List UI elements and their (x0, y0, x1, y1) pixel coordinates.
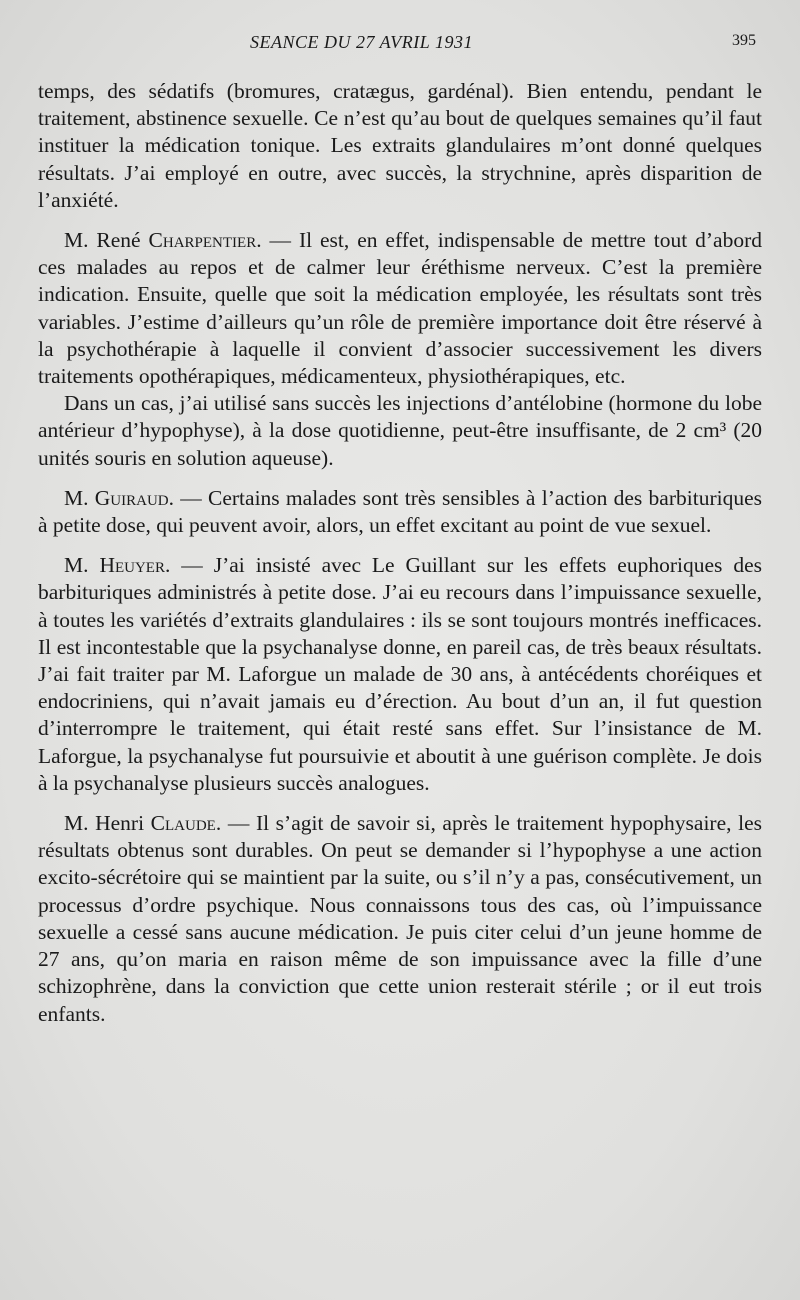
paragraph-text: — Certains malades sont très sensibles à l’action des barbituriques à petite dose, qui peuvent avoir, alors, un effet excitant au point de vue sexuel. (38, 485, 763, 538)
running-title: SEANCE DU 27 AVRIL 1931 (250, 32, 473, 52)
paragraph-text: Dans un cas, j’ai utilisé sans succès les injections d’antélobine (hormone du lobe antérieur d’hypophyse), à la dose quotidienne, peut-être insuffisante, de 2 cm³ (20 unités souris en solution aqueuse). (38, 391, 762, 470)
body-text (38, 78, 762, 1028)
paragraph-heuyer (38, 552, 762, 797)
paragraph-text: — Il s’agit de savoir si, après le traitement hypophysaire, les résultats obtenus sont durables. On peut se demander si l’hypophyse a une action excito-sécrétoire qui se maintient par la suite, ou s’il n’y a pas, consécutivement, un processus d’ordre psychique. Nous connaissons tous des cas, où l’impuissance sexuelle a cessé sans aucune médication. Je puis citer celui d’un jeune homme de 27 ans, qu’on maria en raison même de son impuissance avec la fille d’une schizophrène, dans la conviction que cette union resterait stérile ; or il eut trois enfants. (38, 811, 762, 1026)
paragraph-claude (38, 810, 762, 1028)
paragraph-continuation (38, 78, 762, 214)
speaker-prefix: M. Henri (64, 811, 151, 836)
page-number: 395 (732, 32, 756, 49)
page-header (0, 30, 800, 60)
speaker-prefix: M. (64, 553, 100, 578)
speaker-name: Guiraud. (94, 485, 174, 510)
paragraph-guiraud (38, 485, 762, 539)
paragraph-text: temps, des sédatifs (bromures, cratægus, gardénal). Bien entendu, pendant le traitement, abstinence sexuelle. Ce n’est qu’au bout de quelques semaines qu’il faut instituer la médication tonique. Les extraits glandulaires m’ont donné quelques résultats. J’ai employé en outre, avec succès, la strychnine, après disparition de l’anxiété. (38, 79, 762, 212)
paragraph-antelobine (38, 390, 762, 472)
paragraph-text: — J’ai insisté avec Le Guillant sur les effets euphoriques des barbituriques administrés à petite dose. J’ai eu recours dans l’impuissance sexuelle, à toutes les variétés d’extraits glandulaires : ils se sont toujours montrés inefficaces. Il est incontestable que la psychanalyse donne, en pareil cas, de très beaux résultats. J’ai fait traiter par M. Laforgue un malade de 30 ans, à antécédents choréiques et endocriniens, qui n’avait jamais eu d’érection. Au bout d’un an, il fut question d’interrompre le traitement, qui était resté sans effet. Sur l’insistance de M. Laforgue, la psychanalyse fut poursuivie et aboutit à une guérison complète. Je dois à la psychanalyse plusieurs succès analogues. (38, 553, 762, 795)
speaker-name: Heuyer. (99, 553, 171, 578)
speaker-name: Claude. (150, 811, 222, 836)
speaker-prefix: M. René (64, 228, 149, 253)
paragraph-text: — Il est, en effet, indispensable de mettre tout d’abord ces malades au repos et de calmer leur éréthisme nerveux. C’est la première indication. Ensuite, quelle que soit la médication employée, les résultats sont très variables. J’estime d’ailleurs qu’un rôle de première importance doit être réservé à la psychothérapie à laquelle il convient d’associer successivement les divers traitements opothérapiques, médicamenteux, physiothérapiques, etc. (38, 228, 762, 389)
paragraph-charpentier (38, 227, 762, 390)
speaker-name: Charpentier. (148, 228, 262, 253)
speaker-prefix: M. (64, 485, 95, 510)
